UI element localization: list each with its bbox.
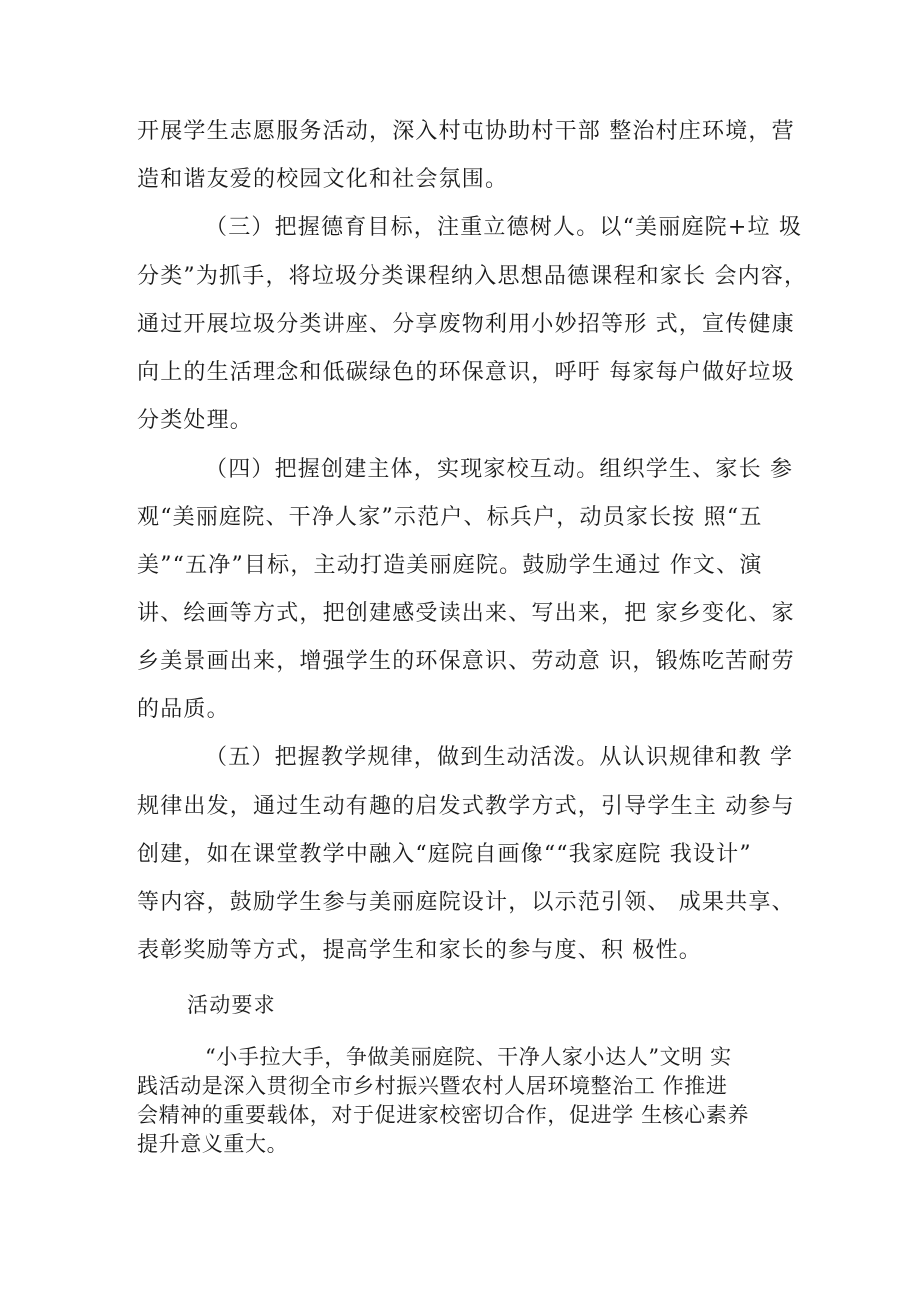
text-line: 践活动是深入贯彻全市乡村振兴暨农村人居环境整治工 作推进 <box>137 1074 728 1098</box>
text-line: 会精神的重要载体，对于促进家校密切合作，促进学 生核心素养 <box>137 1103 750 1127</box>
text-line: 规律出发，通过生动有趣的启发式教学方式，引导学生主 动参与 <box>137 794 795 819</box>
text-line: 表彰奖励等方式，提高学生和家长的参与度、积 极性。 <box>137 938 702 963</box>
text-line: 开展学生志愿服务活动，深入村屯协助村干部 整治村庄环境，营 <box>137 119 795 144</box>
text-line: 造和谐友爱的校园文化和社会氛围。 <box>137 167 509 192</box>
text-line: （三）把握德育目标，注重立德树人。以“美丽庭院+垃 圾 <box>205 215 803 240</box>
text-line: 乡美景画出来，增强学生的环保意识、劳动意 识，锻炼吃苦耐劳 <box>137 649 795 674</box>
text-line: 等内容，鼓励学生参与美丽庭院设计，以示范引领、 成果共享、 <box>137 890 795 915</box>
text-line: 的品质。 <box>137 697 230 722</box>
text-line: 观“美丽庭院、干净人家”示范户、标兵户，动员家长按 照“五 <box>137 505 763 530</box>
text-line: 提升意义重大。 <box>137 1132 289 1156</box>
text-line: 向上的生活理念和低碳绿色的环保意识，呼吁 每家每户做好垃圾 <box>137 360 795 385</box>
text-line: （四）把握创建主体，实现家校互动。组织学生、家长 参 <box>205 457 794 482</box>
text-line: “小手拉大手，争做美丽庭院、干净人家小达人”文明 实 <box>205 1045 732 1069</box>
text-line: 通过开展垃圾分类讲座、分享废物利用小妙招等形 式，宣传健康 <box>137 312 795 337</box>
text-line: 分类”为抓手，将垃圾分类课程纳入思想品德课程和家长 会内容， <box>137 264 808 289</box>
text-line: 分类处理。 <box>137 408 254 433</box>
text-line: （五）把握教学规律，做到生动活泼。从认识规律和教 学 <box>205 745 794 770</box>
text-line: 创建，如在课堂教学中融入“庭院自画像““我家庭院 我设计” <box>137 842 752 867</box>
section-heading: 活动要求 <box>187 993 276 1017</box>
text-line: 美”“五净”目标，主动打造美丽庭院。鼓励学生通过 作文、演 <box>137 553 763 578</box>
text-line: 讲、绘画等方式，把创建感受读出来、写出来，把 家乡变化、家 <box>137 601 795 626</box>
